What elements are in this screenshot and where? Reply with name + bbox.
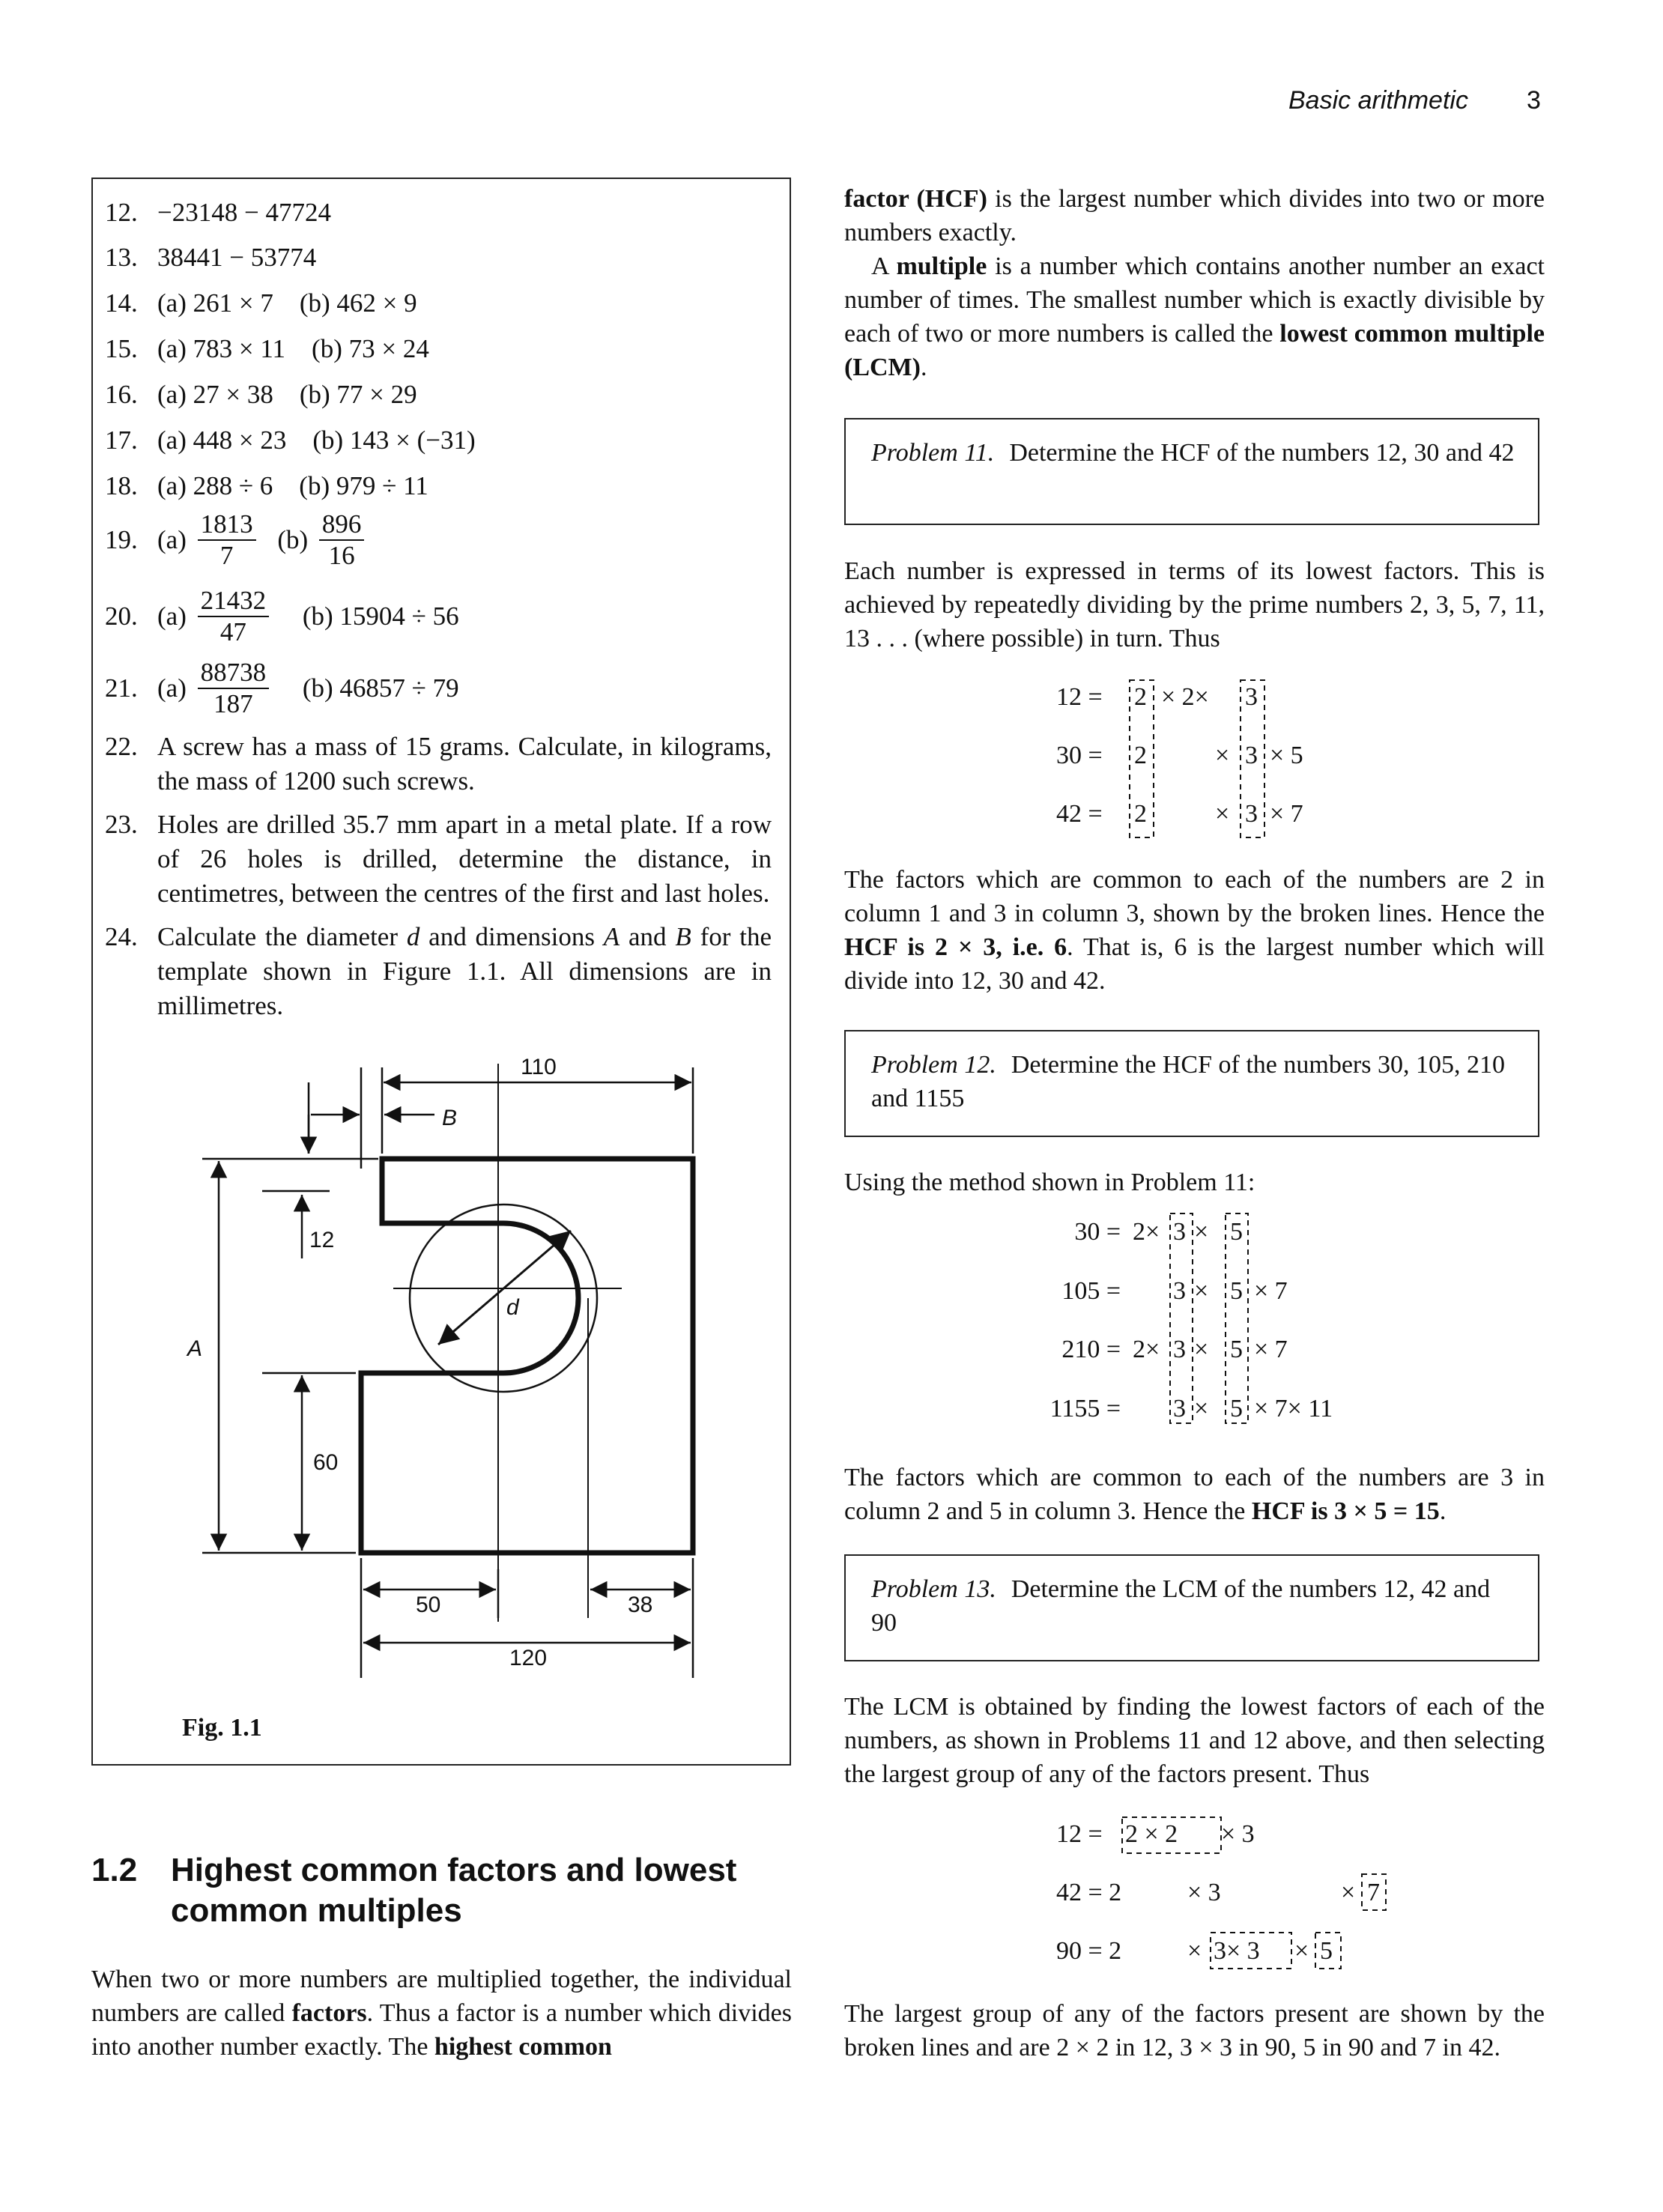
hcf-12-row: 12 = 2 × 2× 3 (1056, 683, 1258, 711)
lcm-largest-group-paragraph: The largest group of any of the factors present are shown by the broken lines and are 2 × 2 in 12, 3 × 3 in 90, 5 in 90 and 7 in 42. (844, 2000, 1545, 2061)
exercise-17: 17. (a) 448 × 23 (b) 143 × (−31) (105, 425, 476, 455)
fraction-20a: $\frac{21432}{47}$ (198, 586, 270, 647)
template-figure (0, 0, 794, 1768)
lcm-broken-lines (1116, 1813, 1401, 1993)
label-d: d (506, 1295, 519, 1320)
exercise-24: 24. Calculate the diameter d and dimensions A and B for the template shown in Figure 1.1. All dimensions are in millimetres. (105, 922, 772, 1020)
exercise-14: 14. (a) 261 × 7 (b) 462 × 9 (105, 288, 417, 318)
template-outline (361, 1159, 693, 1553)
exercise-19: 19. (a) $\frac{1813}{7}$ (b) $\frac{896}{16}$ (105, 509, 369, 571)
hcf-42-row: 42 = 2 × 3 × 7 (1056, 800, 1303, 828)
fraction-21a: $\frac{88738}{187}$ (198, 658, 270, 719)
hcf-12-broken-lines (1166, 1209, 1270, 1434)
exercise-23: 23. Holes are drilled 35.7 mm apart in a metal plate. If a row of 26 holes is drilled, determine the distance, in centimetres, between the centres of the first and last holes. (105, 810, 772, 908)
lcm-method-paragraph: The LCM is obtained by finding the lowest factors of each of the numbers, as shown in Problems 11 and 12 above, and then selecting the largest group of any of the factors present. Thus (844, 1693, 1545, 1788)
label-60: 60 (313, 1450, 339, 1475)
lcm-42-row: 42 = 2 × 3 × 7 (1056, 1879, 1380, 1906)
label-12: 12 (309, 1228, 335, 1252)
label-110: 110 (521, 1055, 557, 1079)
exercise-21: 21. (a) $\frac{88738}{187}$ (b) 46857 ÷ 79 (105, 658, 459, 718)
fraction-19b: $\frac{896}{16}$ (319, 509, 365, 571)
exercise-16: 16. (a) 27 × 38 (b) 77 × 29 (105, 380, 417, 409)
method-paragraph: Using the method shown in Problem 11: (844, 1169, 1255, 1196)
label-38: 38 (628, 1593, 653, 1617)
label-a: A (187, 1336, 203, 1361)
hcf-11-result: The factors which are common to each of the numbers are 2 in column 1 and 3 in column 3, shown by the broken lines. Hence the HCF is 2 × 3, i.e. 6. That is, 6 is the largest number which will divide into 12, 30 and 42. (844, 866, 1545, 995)
label-50: 50 (416, 1593, 441, 1617)
running-head-title: Basic arithmetic (1288, 86, 1468, 115)
exercise-12: 12. −23148 − 47724 (105, 198, 331, 227)
exercise-18: 18. (a) 288 ÷ 6 (b) 979 ÷ 11 (105, 471, 428, 500)
problem-13-box: Problem 13. Determine the LCM of the numbers 12, 42 and 90 (844, 1554, 1539, 1661)
factors-paragraph: When two or more numbers are multiplied together, the individual numbers are called factors. Thus a factor is a number which divides into another number exactly. The highest common (91, 1966, 792, 2061)
figure-caption: Fig. 1.1 (182, 1714, 262, 1742)
page-number: 3 (1527, 86, 1541, 115)
hcf-12-result: The factors which are common to each of the numbers are 3 in column 2 and 5 in column 3. Hence the HCF is 3 × 5 = 15. (844, 1464, 1545, 1525)
hcf-definition: factor (HCF) is the largest number which divides into two or more numbers exactly. (844, 185, 1545, 246)
exercise-22: 22. A screw has a mass of 15 grams. Calculate, in kilograms, the mass of 1200 such screws. (105, 732, 772, 796)
fraction-19a: $\frac{1813}{7}$ (198, 509, 256, 571)
exercise-20: 20. (a) $\frac{21432}{47}$ (b) 15904 ÷ 56 (105, 586, 459, 646)
exercise-13: 13. 38441 − 53774 (105, 243, 317, 272)
exercise-15: 15. (a) 783 × 11 (b) 73 × 24 (105, 334, 429, 363)
problem-11-box: Problem 11. Determine the HCF of the numbers 12, 30 and 42 (844, 418, 1539, 525)
hcf-11-broken-lines (1124, 674, 1288, 846)
label-120: 120 (509, 1646, 548, 1670)
lowest-factors-paragraph: Each number is expressed in terms of its lowest factors. This is achieved by repeatedly dividing by the prime numbers 2, 3, 5, 7, 11, 13 . . . (where possible) in turn. Thus (844, 557, 1545, 652)
hcf-30-row: 30 = 2 × 3 × 5 (1056, 742, 1303, 769)
label-b: B (442, 1106, 458, 1130)
lcm-12-row: 12 = 2 × 2 × 3 (1056, 1820, 1255, 1848)
problem-12-box: Problem 12. Determine the HCF of the numbers 30, 105, 210 and 1155 (844, 1030, 1539, 1137)
section-heading: 1.2 Highest common factors and lowest common multiples (91, 1852, 737, 1929)
lcm-90-row: 90 = 2 × 3× 3 × 5 (1056, 1937, 1333, 1965)
multiple-definition: A multiple is a number which contains another number an exact number of times. The smallest number which is exactly divisible by each of two or more numbers is called the lowest common multiple (LCM). (844, 252, 1545, 381)
